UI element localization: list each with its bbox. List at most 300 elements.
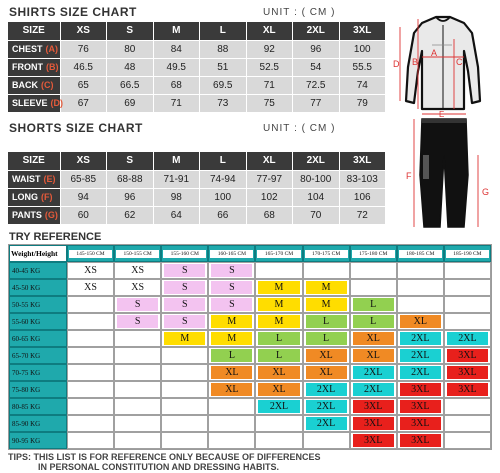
shorts-value-cell: 96 [107,188,154,206]
size-value: XS [117,264,158,277]
size-value: XL [258,383,299,396]
size-value: 2XL [353,366,394,379]
height-header-cell [161,245,208,262]
shorts-value-cell: 98 [153,188,200,206]
measure-name: BACK [12,80,38,90]
size-value: 3XL [353,434,394,447]
shirts-value-cell: 77 [293,94,340,112]
try-size-cell [255,432,302,449]
try-size-cell [208,415,255,432]
size-value: M [258,281,299,294]
shirts-value-cell: 49.5 [153,58,200,76]
size-value: XL [306,366,347,379]
shirts-value-cell: 96 [293,40,340,58]
size-value: M [164,332,205,345]
try-weight-row [9,381,491,398]
try-size-cell [161,347,208,364]
try-size-cell [67,364,114,381]
shirts-value-cell: 69 [107,94,154,112]
shirts-value-cell: 74 [339,76,386,94]
size-value: S [117,315,158,328]
height-header-cell [114,245,161,262]
try-size-cell [114,313,161,330]
size-value: S [164,315,205,328]
shirts-value-cell: 54 [293,58,340,76]
shorts-value-cell: 62 [107,206,154,224]
shirts-row-label [8,58,60,76]
shirts-header-cell: L [200,22,247,40]
try-size-cell [303,432,350,449]
try-size-cell [255,415,302,432]
size-value: 2XL [400,366,441,379]
weight-label: 40-45 KG [9,262,67,279]
shorts-header-cell: 2XL [293,152,340,170]
height-label: 185-190 CM [446,250,489,258]
shorts-icon [420,119,468,227]
try-size-cell [444,364,491,381]
size-value: S [164,281,205,294]
try-size-cell [114,364,161,381]
try-size-cell [303,330,350,347]
shirts-row [8,76,386,94]
shirts-value-cell: 88 [200,40,247,58]
size-value: XL [353,332,394,345]
size-value: XL [211,383,252,396]
shirts-row-label [8,40,60,58]
height-label: 160-165 CM [210,250,253,258]
shorts-value-cell: 102 [246,188,293,206]
size-value: XL [258,366,299,379]
size-value: L [353,315,394,328]
try-size-cell [114,398,161,415]
try-size-cell [444,381,491,398]
try-size-cell [161,262,208,279]
shorts-row [8,188,386,206]
try-size-cell [444,330,491,347]
try-weight-row [9,262,491,279]
try-size-cell [161,398,208,415]
size-value: XS [117,281,158,294]
size-value: M [258,298,299,311]
size-value: M [306,281,347,294]
weight-label: 65-70 KG [9,347,67,364]
shorts-value-cell: 68 [246,206,293,224]
diagram-label-b: B [412,57,419,67]
size-value: M [306,298,347,311]
try-size-cell [350,313,397,330]
size-value: XL [400,315,441,328]
weight-label: 60-65 KG [9,330,67,347]
try-size-cell [67,398,114,415]
diagram-label-a: A [431,48,438,58]
shorts-value-cell: 70 [293,206,340,224]
measure-name: CHEST [12,44,43,54]
try-size-cell [444,279,491,296]
size-value: M [211,315,252,328]
shirts-value-cell: 75 [246,94,293,112]
size-value: 3XL [400,417,441,430]
try-size-cell [114,415,161,432]
weight-label: 80-85 KG [9,398,67,415]
size-value: L [306,315,347,328]
measure-letter: (G) [44,210,58,220]
shorts-value-cell: 65-85 [60,170,107,188]
shirts-value-cell: 80 [107,40,154,58]
shirts-value-cell: 73 [200,94,247,112]
height-label: 175-180 CM [352,250,395,258]
shirts-row [8,94,386,112]
shorts-value-cell: 77-97 [246,170,293,188]
diagram-label-c: C [456,57,463,67]
try-size-cell [397,398,444,415]
size-value: 3XL [400,383,441,396]
shirts-size-table [8,22,386,113]
shirts-header-cell: SIZE [8,22,60,40]
try-size-cell [208,432,255,449]
try-size-cell [303,313,350,330]
try-size-cell [397,262,444,279]
try-size-cell [161,364,208,381]
shorts-value-cell: 74-94 [200,170,247,188]
height-header-cell [397,245,444,262]
size-value: S [211,264,252,277]
measure-name: LONG [12,192,38,202]
size-value: 2XL [400,332,441,345]
height-header-cell [444,245,491,262]
try-weight-row [9,415,491,432]
garment-measurement-diagram [392,5,496,235]
try-weight-row [9,279,491,296]
try-size-cell [444,262,491,279]
size-value: XL [353,349,394,362]
try-weight-row [9,347,491,364]
weight-label: 45-50 KG [9,279,67,296]
try-size-cell [208,313,255,330]
try-size-cell [350,347,397,364]
try-size-cell [161,279,208,296]
shirts-header-cell: XS [60,22,107,40]
try-size-cell [303,279,350,296]
try-size-cell [67,432,114,449]
size-value: 2XL [353,383,394,396]
shirts-row-label [8,94,64,112]
shirts-value-cell: 51 [200,58,247,76]
height-label: 165-170 CM [257,250,300,258]
try-size-cell [114,296,161,313]
size-value: 2XL [306,417,347,430]
try-size-cell [397,347,444,364]
try-size-cell [255,398,302,415]
weight-label: 75-80 KG [9,381,67,398]
shorts-value-cell: 60 [60,206,107,224]
try-weight-row [9,330,491,347]
height-header-cell [255,245,302,262]
weight-label: 55-60 KG [9,313,67,330]
measure-name: SLEEVE [12,98,48,108]
try-size-cell [303,262,350,279]
try-size-cell [350,398,397,415]
try-size-cell [350,432,397,449]
try-weight-row [9,313,491,330]
try-size-cell [208,279,255,296]
try-size-cell [303,296,350,313]
size-value: S [164,264,205,277]
try-size-cell [161,330,208,347]
shorts-size-table [8,152,386,225]
try-size-cell [350,279,397,296]
shirts-value-cell: 71 [153,94,200,112]
try-size-cell [397,296,444,313]
weight-label: 50-55 KG [9,296,67,313]
shorts-row-label [8,188,60,206]
height-label: 150-155 CM [116,250,159,258]
size-value: 3XL [447,383,488,396]
shorts-unit: UNIT : ( CM ) [263,123,336,134]
height-header-cell [208,245,255,262]
height-label: 180-185 CM [399,250,442,258]
size-value: 3XL [447,366,488,379]
height-label: 155-160 CM [163,250,206,258]
shorts-value-cell: 80-100 [293,170,340,188]
try-size-cell [255,262,302,279]
shorts-header-row [8,152,386,170]
try-size-cell [161,381,208,398]
size-value: 3XL [400,434,441,447]
size-value: XS [70,264,111,277]
shorts-header-cell: 3XL [339,152,386,170]
try-reference-chart [8,244,492,448]
size-value: 3XL [353,417,394,430]
shorts-header-cell: XS [60,152,107,170]
shirts-value-cell: 55.5 [339,58,386,76]
try-size-cell [444,313,491,330]
shirts-value-cell: 71 [246,76,293,94]
try-size-cell [350,415,397,432]
size-value: XL [211,366,252,379]
shorts-value-cell: 104 [293,188,340,206]
shirts-value-cell: 79 [339,94,386,112]
try-size-cell [444,296,491,313]
try-size-cell [255,296,302,313]
measure-name: FRONT [12,62,43,72]
try-size-cell [114,347,161,364]
shorts-value-cell: 66 [200,206,247,224]
measure-letter: (F) [41,192,53,202]
try-size-cell [303,415,350,432]
try-size-cell [161,432,208,449]
try-size-cell [67,279,114,296]
try-size-cell [161,313,208,330]
try-size-cell [114,262,161,279]
try-size-cell [444,398,491,415]
try-weight-row [9,398,491,415]
try-size-cell [208,296,255,313]
weight-label: 70-75 KG [9,364,67,381]
shorts-row-label [8,170,60,188]
try-size-cell [303,398,350,415]
height-header-cell [350,245,397,262]
diagram-label-f: F [406,171,412,181]
shirts-value-cell: 72.5 [293,76,340,94]
shirts-value-cell: 67 [60,94,107,112]
try-size-cell [255,381,302,398]
try-size-cell [444,347,491,364]
try-size-cell [350,330,397,347]
try-size-cell [397,330,444,347]
size-value: M [258,315,299,328]
try-size-cell [208,347,255,364]
size-value: 2XL [447,332,488,345]
try-size-cell [67,313,114,330]
try-size-cell [303,347,350,364]
shirts-header-cell: S [107,22,154,40]
shirts-value-cell: 92 [246,40,293,58]
shorts-value-cell: 94 [60,188,107,206]
measure-letter: (E) [43,174,56,184]
shirts-value-cell: 52.5 [246,58,293,76]
weight-label: 85-90 KG [9,415,67,432]
try-size-cell [303,381,350,398]
try-corner-label: Weight/Height [9,245,67,262]
shirts-value-cell: 100 [339,40,386,58]
measure-letter: (A) [45,44,59,54]
try-size-cell [255,313,302,330]
shorts-value-cell: 100 [200,188,247,206]
diagram-label-e: E [439,110,445,119]
size-value: S [211,281,252,294]
shorts-title: SHORTS SIZE CHART [9,121,143,135]
size-value: 3XL [447,349,488,362]
try-size-cell [67,381,114,398]
shorts-value-cell: 72 [339,206,386,224]
try-size-cell [114,330,161,347]
height-header-cell [303,245,350,262]
shorts-value-cell: 83-103 [339,170,386,188]
shorts-row [8,206,386,224]
shorts-header-cell: S [107,152,154,170]
try-size-cell [397,432,444,449]
measure-name: WAIST [12,174,41,184]
size-value: XL [306,349,347,362]
shirts-value-cell: 76 [60,40,107,58]
size-value: XS [70,281,111,294]
shirts-header-cell: 3XL [339,22,386,40]
size-value: 2XL [400,349,441,362]
shirts-header-cell: XL [246,22,293,40]
shorts-header-cell: XL [246,152,293,170]
size-value: 2XL [258,400,299,413]
try-size-cell [303,364,350,381]
try-size-cell [444,432,491,449]
measure-letter: (D) [50,98,64,108]
shorts-header-cell: SIZE [8,152,60,170]
try-size-cell [67,415,114,432]
shirts-value-cell: 68 [153,76,200,94]
shorts-header-cell: L [200,152,247,170]
shirts-row [8,58,386,76]
shirts-title: SHIRTS SIZE CHART [9,5,137,19]
try-size-cell [67,347,114,364]
height-header-cell [67,245,114,262]
size-value: 2XL [306,400,347,413]
try-size-cell [67,330,114,347]
try-size-cell [161,415,208,432]
try-size-cell [114,381,161,398]
try-reference-title: TRY REFERENCE [9,231,102,243]
try-reference-table [8,244,492,450]
try-size-cell [255,364,302,381]
shirts-value-cell: 46.5 [60,58,107,76]
try-header-row [9,245,491,262]
shorts-value-cell: 106 [339,188,386,206]
shorts-value-cell: 64 [153,206,200,224]
try-size-cell [208,381,255,398]
shirts-value-cell: 69.5 [200,76,247,94]
shirts-unit: UNIT : ( CM ) [263,7,336,18]
diagram-label-g: G [482,187,490,197]
try-weight-row [9,364,491,381]
shirts-value-cell: 66.5 [107,76,154,94]
shorts-value-cell: 68-88 [107,170,154,188]
shorts-row-label [8,206,60,224]
tips-line-1: TIPS: THIS LIST IS FOR REFERENCE ONLY BECAUSE OF DIFFERENCES [8,452,321,462]
try-size-cell [208,364,255,381]
try-size-cell [161,296,208,313]
try-size-cell [114,432,161,449]
weight-label: 90-95 KG [9,432,67,449]
size-value: L [306,332,347,345]
shirts-value-cell: 84 [153,40,200,58]
shirts-header-row [8,22,386,40]
shirts-value-cell: 65 [60,76,107,94]
size-value: L [353,298,394,311]
try-size-cell [208,330,255,347]
shirts-row-label [8,76,60,94]
try-size-cell [255,347,302,364]
height-label: 145-150 CM [69,250,112,258]
tips-line-2: IN PERSONAL CONSTITUTION AND DRESSING HABITS. [38,462,280,472]
try-size-cell [350,364,397,381]
shorts-row [8,170,386,188]
measure-name: PANTS [12,210,42,220]
shorts-value-cell: 71-91 [153,170,200,188]
size-value: 3XL [353,400,394,413]
try-size-cell [114,279,161,296]
size-value: S [211,298,252,311]
try-size-cell [255,279,302,296]
size-value: M [211,332,252,345]
try-size-cell [397,364,444,381]
measure-letter: (C) [41,80,54,90]
shirts-header-cell: M [153,22,200,40]
size-value: L [258,349,299,362]
try-weight-row [9,296,491,313]
size-value: L [211,349,252,362]
try-size-cell [397,313,444,330]
size-value: 3XL [400,400,441,413]
try-size-cell [397,279,444,296]
shirts-header-cell: 2XL [293,22,340,40]
size-value: S [117,298,158,311]
shirts-row [8,40,386,58]
try-weight-row [9,432,491,449]
try-size-cell [208,262,255,279]
height-label: 170-175 CM [305,250,348,258]
try-size-cell [208,398,255,415]
shirts-value-cell: 48 [107,58,154,76]
try-size-cell [350,381,397,398]
size-value: 2XL [306,383,347,396]
